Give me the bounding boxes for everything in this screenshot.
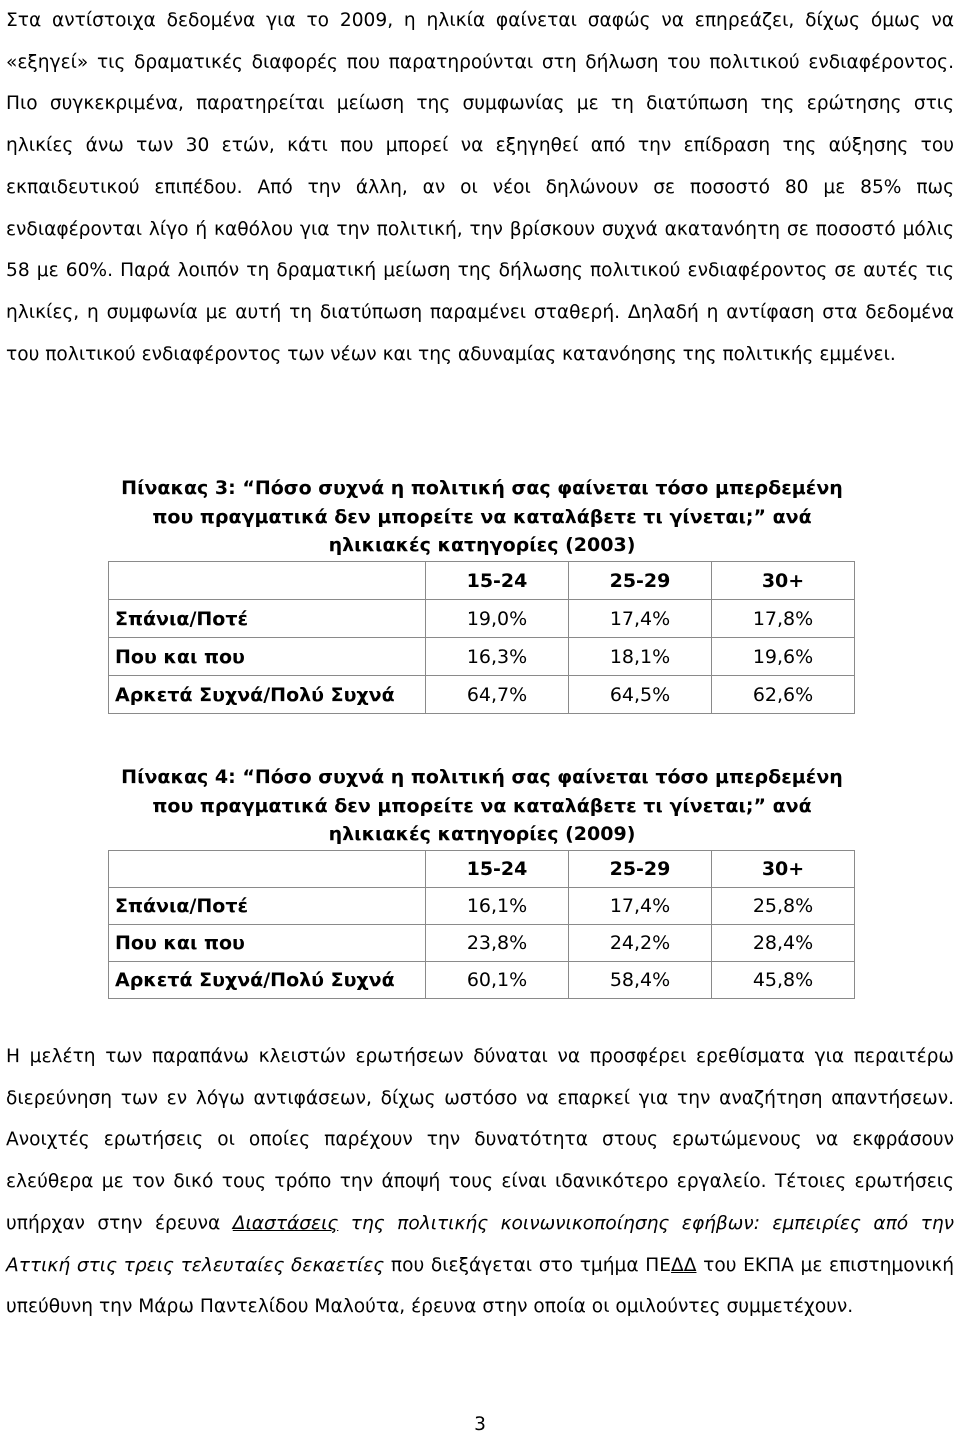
table-header-cell [109, 851, 426, 888]
table-cell: 17,4% [569, 600, 712, 638]
table-cell: 23,8% [426, 925, 569, 962]
row-label: Αρκετά Συχνά/Πολύ Συχνά [109, 962, 426, 999]
table-cell: 17,4% [569, 888, 712, 925]
paragraph-conclusion [6, 1036, 954, 1328]
table-cell: 17,8% [712, 600, 855, 638]
table-4-caption: Πίνακας 4: “Πόσο συχνά η πολιτική σας φαίνεται τόσο μπερδεμένη που πραγματικά δεν μπορείτε να καταλάβετε τι γίνεται;” ανά ηλικιακές κατηγορίες (2009) [121, 766, 843, 845]
research-title-underlined: Διαστάσεις [232, 1212, 339, 1234]
table-header-cell [109, 562, 426, 600]
table-row [109, 962, 855, 999]
table-cell: 28,4% [712, 925, 855, 962]
department-abbrev-underlined: ΔΔ [671, 1254, 697, 1276]
table-cell: 58,4% [569, 962, 712, 999]
page-number: 3 [474, 1414, 486, 1435]
table-cell: 64,5% [569, 676, 712, 714]
table-3 [108, 561, 855, 714]
table-cell: 45,8% [712, 962, 855, 999]
table-cell: 24,2% [569, 925, 712, 962]
table-header-cell: 15-24 [426, 562, 569, 600]
row-label: Σπάνια/Ποτέ [109, 888, 426, 925]
table-row [109, 676, 855, 714]
table-cell: 16,3% [426, 638, 569, 676]
table-cell: 19,6% [712, 638, 855, 676]
table-4 [108, 850, 855, 999]
table-cell: 64,7% [426, 676, 569, 714]
row-label: Που και που [109, 638, 426, 676]
table-cell: 18,1% [569, 638, 712, 676]
table-row-header [109, 851, 855, 888]
table-3-caption: Πίνακας 3: “Πόσο συχνά η πολιτική σας φαίνεται τόσο μπερδεμένη που πραγματικά δεν μπορείτε να καταλάβετε τι γίνεται;” ανά ηλικιακές κατηγορίες (2003) [121, 477, 843, 556]
table-header-cell: 30+ [712, 851, 855, 888]
table-cell: 60,1% [426, 962, 569, 999]
table-row [109, 925, 855, 962]
table-cell: 19,0% [426, 600, 569, 638]
paragraph-intro [6, 0, 954, 375]
table-row [109, 638, 855, 676]
paragraph-intro-text: Στα αντίστοιχα δεδομένα για το 2009, η ηλικία φαίνεται σαφώς να επηρεάζει, δίχως όμως να «εξηγεί» τις δραματικές διαφορές που παρατηρούνται στη δήλωση του πολιτικού ενδιαφέροντος. Πιο συγκεκριμένα, παρατηρείται μείωση της συμφωνίας με τη διατύπωση της ερώτησης στις ηλικίες άνω των 30 ετών, κάτι που μπορεί να εξηγηθεί από την επίδραση της αύξησης του εκπαιδευτικού επιπέδου. Από την άλλη, αν οι νέοι δηλώνουν σε ποσοστό 80 με 85% πως ενδιαφέρονται λίγο ή καθόλου για την πολιτική, την βρίσκουν συχνά ακατανόητη σε ποσοστό μόλις 58 με 60%. Παρά λοιπόν τη δραματική μείωση της δήλωσης πολιτικού ενδιαφέροντος σε αυτές τις ηλικίες, η συμφωνία με αυτή τη διατύπωση παραμένει σταθερή. Δηλαδή η αντίφαση στα δεδομένα του πολιτικού ενδιαφέροντος των νέων και της αδυναμίας κατανόησης της πολιτικής εμμένει. [6, 10, 954, 365]
table-row-header [109, 562, 855, 600]
table-cell: 16,1% [426, 888, 569, 925]
table-header-cell: 15-24 [426, 851, 569, 888]
row-label: Σπάνια/Ποτέ [109, 600, 426, 638]
research-title-rest: της πολιτικής κοινωνικοποίησης εφήβων: εμπειρίες από την Αττική στις τρεις τελευταίες δεκαετίες [6, 1212, 954, 1276]
table-header-cell: 25-29 [569, 562, 712, 600]
table-cell: 25,8% [712, 888, 855, 925]
paragraph-conclusion-text: Η μελέτη των παραπάνω κλειστών ερωτήσεων δύναται να προσφέρει ερεθίσματα για περαιτέρω διερεύνηση των εν λόγω αντιφάσεων, δίχως ωστόσο να επαρκεί για την αναζήτηση απαντήσεων. Ανοιχτές ερωτήσεις οι οποίες παρέχουν την δυνατότητα στους ερωτώμενους να εκφράσουν ελεύθερα με τον δικό τους τρόπο την άποψή τους είναι ιδανικότερο εργαλείο. Τέτοιες ερωτήσεις υπήρχαν στην έρευνα [6, 1046, 954, 1234]
table-cell: 62,6% [712, 676, 855, 714]
table-header-cell: 30+ [712, 562, 855, 600]
row-label: Αρκετά Συχνά/Πολύ Συχνά [109, 676, 426, 714]
table-header-cell: 25-29 [569, 851, 712, 888]
paragraph-conclusion-dept-post: του ΕΚΠΑ με επιστημονική υπεύθυνη την Μάρω Παντελίδου Μαλούτα, έρευνα στην οποία οι ομιλούντες συμμετέχουν. [6, 1254, 954, 1318]
table-row [109, 600, 855, 638]
table-row [109, 888, 855, 925]
row-label: Που και που [109, 925, 426, 962]
paragraph-conclusion-dept-pre: που διεξάγεται στο τμήμα ΠΕ [384, 1254, 672, 1276]
